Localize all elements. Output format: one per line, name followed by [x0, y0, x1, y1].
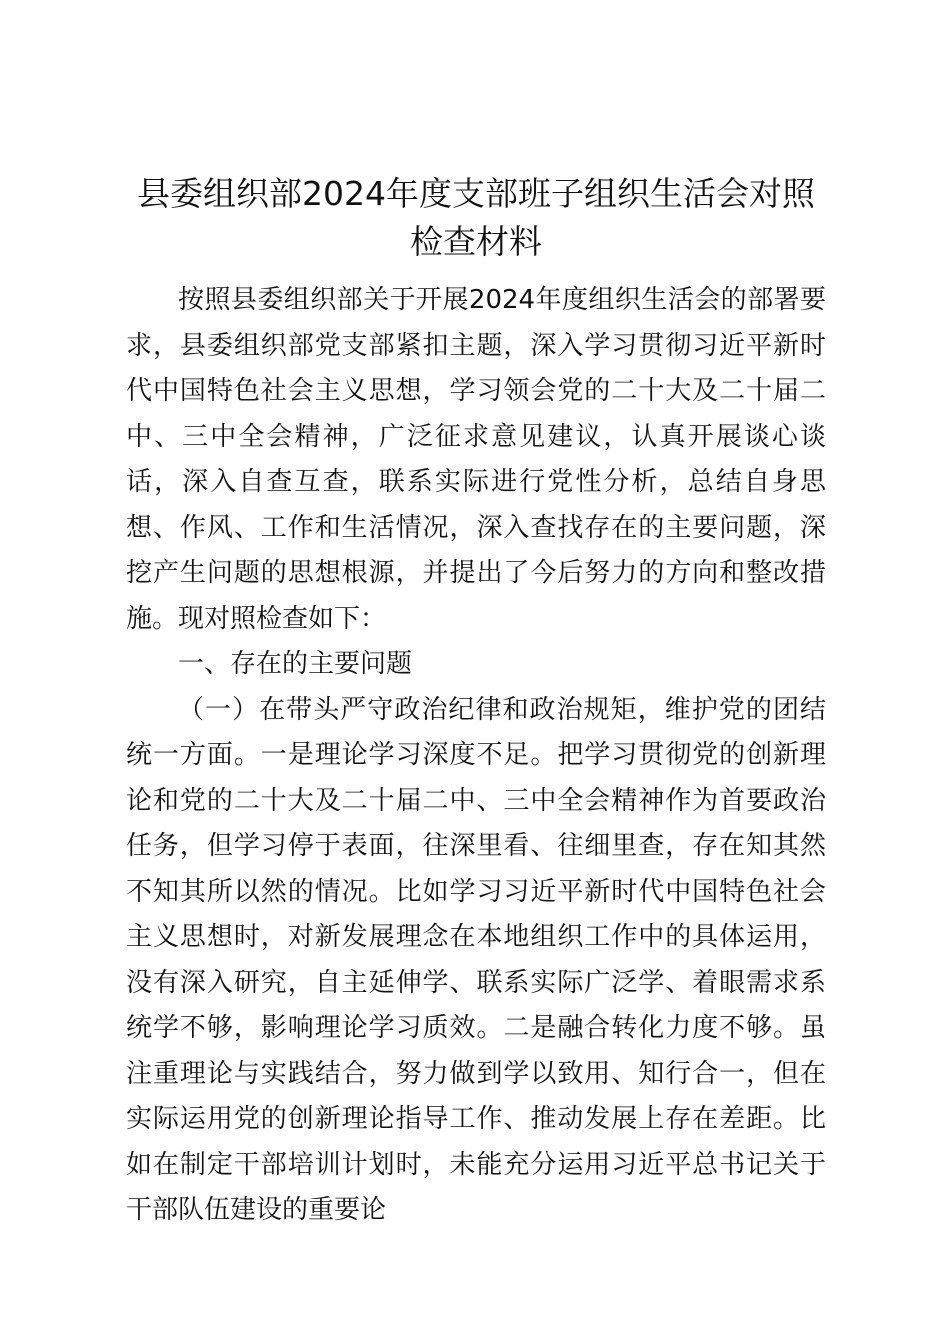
document-title: 县委组织部2024年度支部班子组织生活会对照检查材料 [137, 174, 815, 261]
section-heading: 一、存在的主要问题 [178, 649, 413, 679]
issue-paragraph: （一）在带头严守政治纪律和政治规矩，维护党的团结统一方面。一是理论学习深度不足。把学习贯彻党的创新理论和党的二十大及二十届二中、三中全会精神作为首要政治任务，但学习停于表面，往深里看、往细里查，存在知其然不知其所以然的情况。比如学习习近平新时代中国特色社会主义思想时，对新发展理念在本地组织工作中的具体运用，没有深入研究，自主延伸学、联系实际广泛学、着眼需求系统学不够，影响理论学习质效。二是融合转化力度不够。虽注重理论与实践结合，努力做到学以致用、知行合一，但在实际运用党的创新理论指导工作、推动发展上存在差距。比如在制定干部培训计划时，未能充分运用习近平总书记关于干部队伍建设的重要论 [126, 694, 826, 1225]
intro-paragraph: 按照县委组织部关于开展2024年度组织生活会的部署要求，县委组织部党支部紧扣主题，深入学习贯彻习近平新时代中国特色社会主义思想，学习领会党的二十大及二十届二中、三中全会精神，广泛征求意见建议，认真开展谈心谈话，深入自查互查，联系实际进行党性分析，总结自身思想、作风、工作和生活情况，深入查找存在的主要问题，深挖产生问题的思想根源，并提出了今后努力的方向和整改措施。现对照检查如下： [126, 285, 826, 634]
document-page [126, 170, 826, 1234]
document-body [126, 278, 826, 1234]
